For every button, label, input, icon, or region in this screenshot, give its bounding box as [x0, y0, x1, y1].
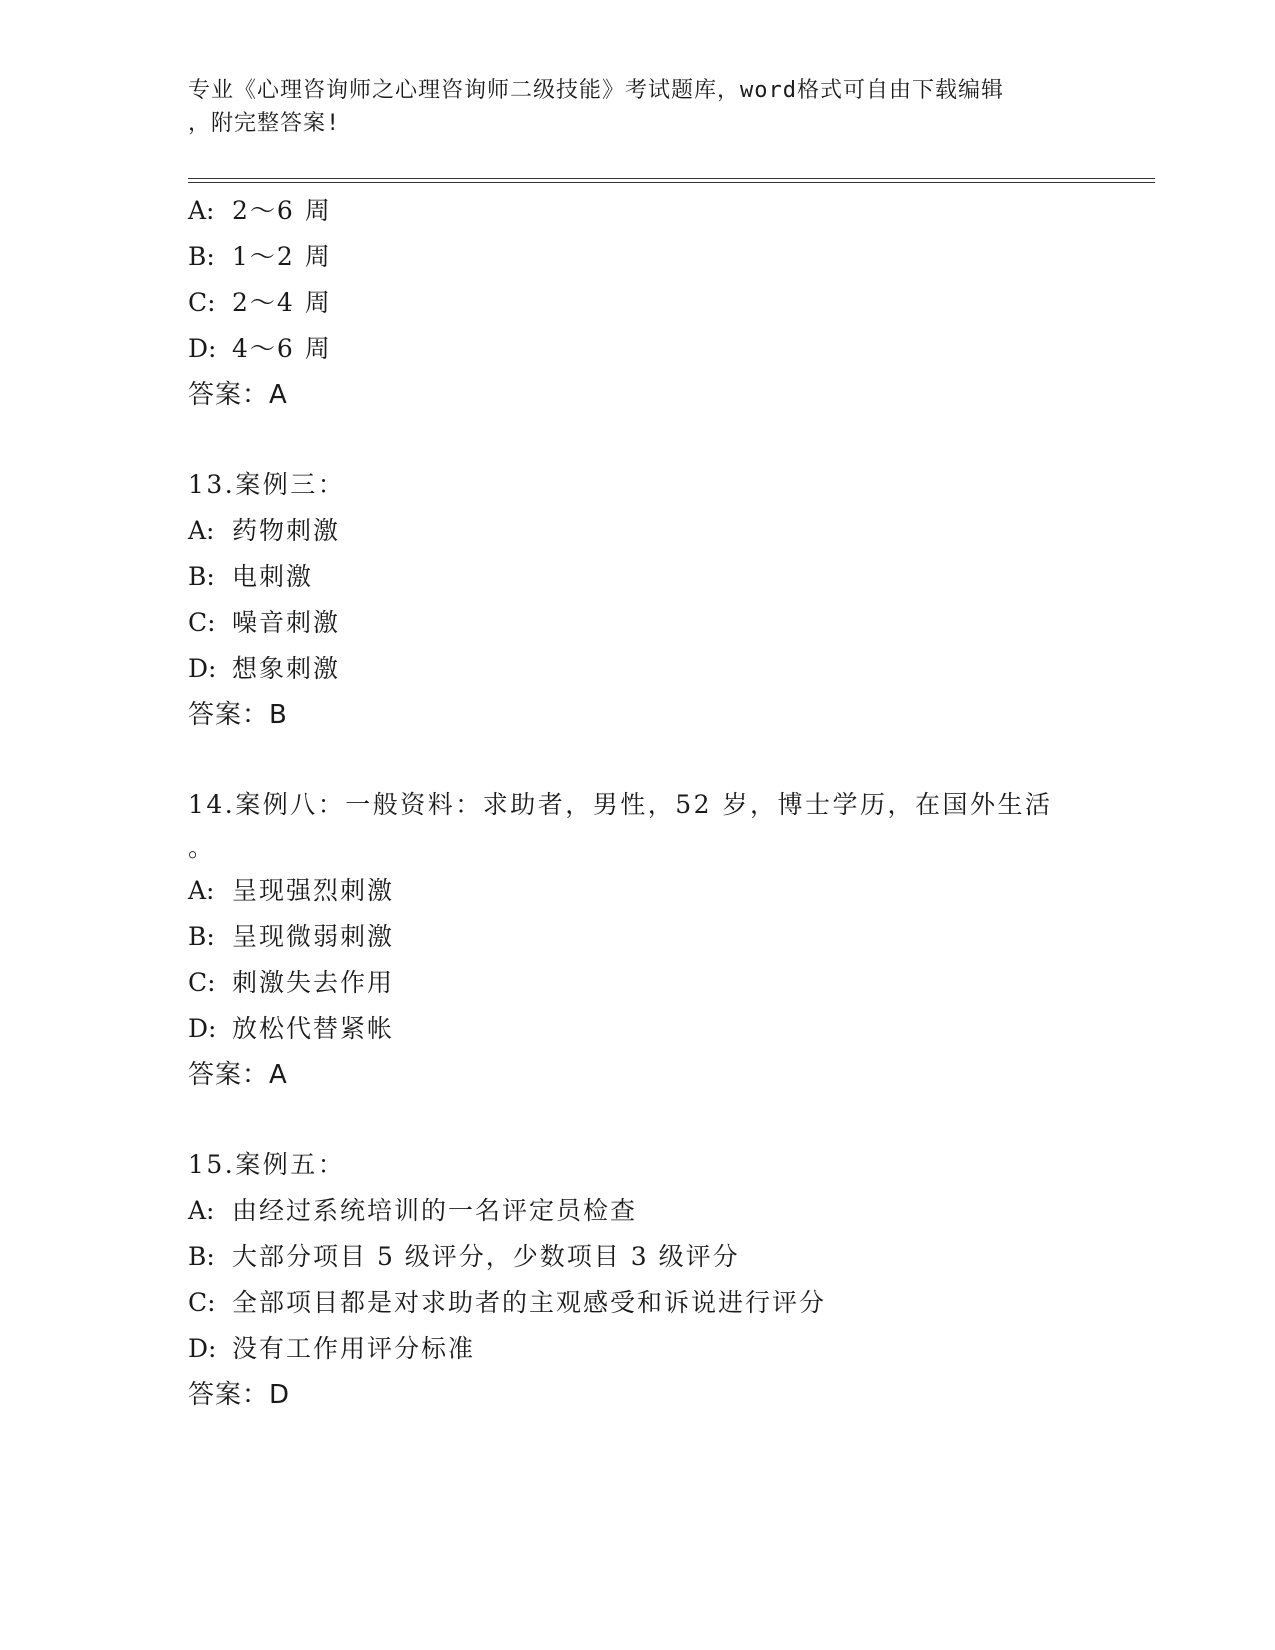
option-a	[188, 508, 1148, 554]
option-text: 2～6 周	[232, 196, 332, 225]
option-text: 2～4 周	[232, 288, 332, 317]
spacer	[188, 738, 1148, 782]
spacer	[188, 418, 1148, 462]
header-line-2: ，附完整答案!	[188, 111, 341, 136]
option-b	[188, 554, 1148, 600]
answer-line: 答案：A	[188, 380, 288, 410]
document-header	[188, 74, 1078, 140]
question-list	[188, 188, 1148, 1418]
option-b	[188, 234, 1148, 280]
option-b	[188, 1234, 1148, 1280]
option-text: 想象刺激	[232, 654, 341, 683]
question-block-14	[188, 782, 1148, 1098]
option-label: C:	[188, 608, 216, 637]
option-label: D:	[188, 334, 217, 363]
question-block-15	[188, 1142, 1148, 1418]
answer-line: 答案：D	[188, 1380, 291, 1410]
option-text: 没有工作用评分标准	[232, 1334, 476, 1363]
option-label: D:	[188, 1014, 217, 1043]
option-text: 刺激失去作用	[232, 968, 395, 997]
option-c	[188, 1280, 1148, 1326]
spacer	[188, 1098, 1148, 1142]
option-label: A:	[188, 876, 215, 905]
option-text: 电刺激	[232, 562, 314, 591]
option-label: A:	[188, 516, 215, 545]
option-c	[188, 960, 1148, 1006]
option-text: 呈现微弱刺激	[232, 922, 395, 951]
option-text: 药物刺激	[232, 516, 341, 545]
option-b	[188, 914, 1148, 960]
question-block-13	[188, 462, 1148, 738]
option-d	[188, 646, 1148, 692]
option-c	[188, 280, 1148, 326]
option-c	[188, 600, 1148, 646]
option-label: B:	[188, 922, 215, 951]
option-d	[188, 1006, 1148, 1052]
option-text: 呈现强烈刺激	[232, 876, 395, 905]
option-text: 由经过系统培训的一名评定员检查	[232, 1196, 638, 1225]
option-text: 4～6 周	[232, 334, 332, 363]
option-a	[188, 188, 1148, 234]
option-text: 噪音刺激	[232, 608, 341, 637]
option-label: B:	[188, 242, 215, 271]
question-stem-continuation: 。	[188, 833, 214, 862]
option-label: D:	[188, 654, 217, 683]
option-label: B:	[188, 1242, 215, 1271]
option-label: C:	[188, 288, 216, 317]
option-label: C:	[188, 1288, 216, 1317]
option-label: A:	[188, 196, 215, 225]
question-stem: 14.案例八：一般资料：求助者，男性，52 岁，博士学历，在国外生活	[188, 790, 1053, 819]
option-text: 1～2 周	[232, 242, 332, 271]
option-text: 全部项目都是对求助者的主观感受和诉说进行评分	[232, 1288, 827, 1317]
option-a	[188, 1188, 1148, 1234]
option-d	[188, 1326, 1148, 1372]
option-a	[188, 868, 1148, 914]
question-block-12	[188, 188, 1148, 418]
option-label: A:	[188, 1196, 215, 1225]
option-text: 大部分项目 5 级评分，少数项目 3 级评分	[232, 1242, 740, 1271]
option-label: C:	[188, 968, 216, 997]
header-divider	[188, 178, 1155, 183]
option-label: D:	[188, 1334, 217, 1363]
header-line-1: 专业《心理咨询师之心理咨询师二级技能》考试题库，word格式可自由下载编辑	[188, 78, 1004, 103]
question-stem: 13.案例三：	[188, 470, 346, 499]
option-text: 放松代替紧帐	[232, 1014, 395, 1043]
option-d	[188, 326, 1148, 372]
answer-line: 答案：B	[188, 700, 288, 730]
question-stem: 15.案例五：	[188, 1150, 346, 1179]
option-label: B:	[188, 562, 215, 591]
answer-line: 答案：A	[188, 1060, 288, 1090]
